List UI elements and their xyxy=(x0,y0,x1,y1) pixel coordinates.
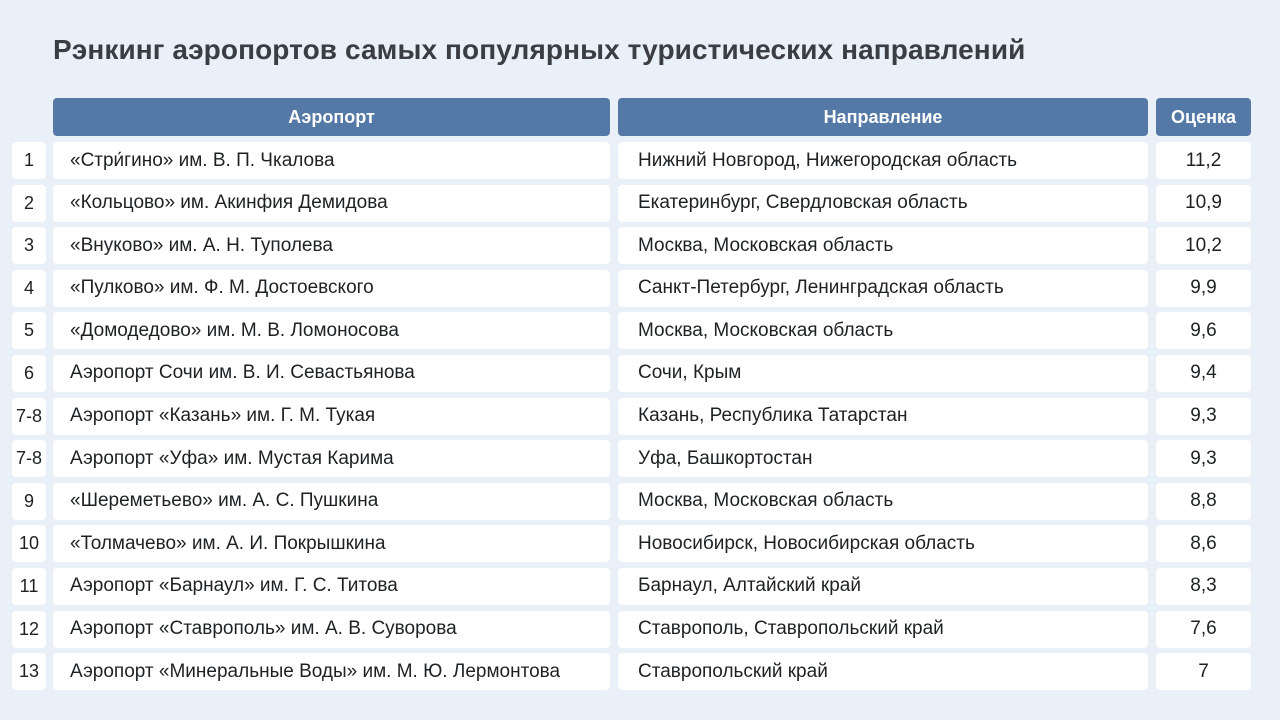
table-row xyxy=(0,140,1280,183)
destination-cell: Москва, Московская область xyxy=(618,483,1148,520)
rank-cell: 3 xyxy=(12,227,46,264)
airport-cell: Аэропорт «Казань» им. Г. М. Тукая xyxy=(53,398,610,435)
rank-cell: 1 xyxy=(12,142,46,179)
table-row xyxy=(0,609,1280,652)
table-row xyxy=(0,438,1280,481)
table-row xyxy=(0,225,1280,268)
airport-cell: «Кольцово» им. Акинфия Демидова xyxy=(53,185,610,222)
rank-cell: 9 xyxy=(12,483,46,520)
destination-cell: Барнаул, Алтайский край xyxy=(618,568,1148,605)
score-cell: 7,6 xyxy=(1156,611,1251,648)
destination-cell: Нижний Новгород, Нижегородская область xyxy=(618,142,1148,179)
rank-cell: 7-8 xyxy=(12,398,46,435)
rank-cell: 7-8 xyxy=(12,440,46,477)
airport-cell: «Пулково» им. Ф. М. Достоевского xyxy=(53,270,610,307)
destination-cell: Ставропольский край xyxy=(618,653,1148,690)
destination-cell: Уфа, Башкортостан xyxy=(618,440,1148,477)
rank-cell: 10 xyxy=(12,525,46,562)
score-cell: 11,2 xyxy=(1156,142,1251,179)
table-row xyxy=(0,353,1280,396)
score-cell: 7 xyxy=(1156,653,1251,690)
score-cell: 10,2 xyxy=(1156,227,1251,264)
score-cell: 8,8 xyxy=(1156,483,1251,520)
table-row xyxy=(0,651,1280,694)
page-title: Рэнкинг аэропортов самых популярных туристических направлений xyxy=(53,34,1026,65)
rank-cell: 2 xyxy=(12,185,46,222)
rank-cell: 6 xyxy=(12,355,46,392)
airport-cell: «Толмачево» им. А. И. Покрышкина xyxy=(53,525,610,562)
rank-cell: 12 xyxy=(12,611,46,648)
score-cell: 9,9 xyxy=(1156,270,1251,307)
table-row xyxy=(0,268,1280,311)
rank-cell: 13 xyxy=(12,653,46,690)
destination-cell: Новосибирск, Новосибирская область xyxy=(618,525,1148,562)
table-row xyxy=(0,566,1280,609)
airport-cell: «Внуково» им. А. Н. Туполева xyxy=(53,227,610,264)
destination-cell: Санкт-Петербург, Ленинградская область xyxy=(618,270,1148,307)
column-header-airport: Аэропорт xyxy=(53,98,610,136)
score-cell: 8,6 xyxy=(1156,525,1251,562)
destination-cell: Сочи, Крым xyxy=(618,355,1148,392)
destination-cell: Москва, Московская область xyxy=(618,227,1148,264)
score-cell: 8,3 xyxy=(1156,568,1251,605)
rank-cell: 5 xyxy=(12,312,46,349)
airport-cell: Аэропорт «Уфа» им. Мустая Карима xyxy=(53,440,610,477)
airport-cell: «Стри́гино» им. В. П. Чкалова xyxy=(53,142,610,179)
column-header-score: Оценка xyxy=(1156,98,1251,136)
rank-cell: 11 xyxy=(12,568,46,605)
score-cell: 9,4 xyxy=(1156,355,1251,392)
rank-cell: 4 xyxy=(12,270,46,307)
destination-cell: Екатеринбург, Свердловская область xyxy=(618,185,1148,222)
table-row xyxy=(0,481,1280,524)
score-cell: 9,6 xyxy=(1156,312,1251,349)
score-cell: 9,3 xyxy=(1156,398,1251,435)
airport-cell: «Шереметьево» им. А. С. Пушкина xyxy=(53,483,610,520)
destination-cell: Ставрополь, Ставропольский край xyxy=(618,611,1148,648)
airport-cell: Аэропорт Сочи им. В. И. Севастьянова xyxy=(53,355,610,392)
table-row xyxy=(0,523,1280,566)
table-row xyxy=(0,183,1280,226)
table-row xyxy=(0,396,1280,439)
column-header-destination: Направление xyxy=(618,98,1148,136)
airport-cell: «Домодедово» им. М. В. Ломоносова xyxy=(53,312,610,349)
score-cell: 10,9 xyxy=(1156,185,1251,222)
destination-cell: Казань, Республика Татарстан xyxy=(618,398,1148,435)
airport-cell: Аэропорт «Барнаул» им. Г. С. Титова xyxy=(53,568,610,605)
ranking-table-body xyxy=(0,140,1280,694)
score-cell: 9,3 xyxy=(1156,440,1251,477)
table-row xyxy=(0,310,1280,353)
airport-cell: Аэропорт «Ставрополь» им. А. В. Суворова xyxy=(53,611,610,648)
destination-cell: Москва, Московская область xyxy=(618,312,1148,349)
airport-cell: Аэропорт «Минеральные Воды» им. М. Ю. Лермонтова xyxy=(53,653,610,690)
